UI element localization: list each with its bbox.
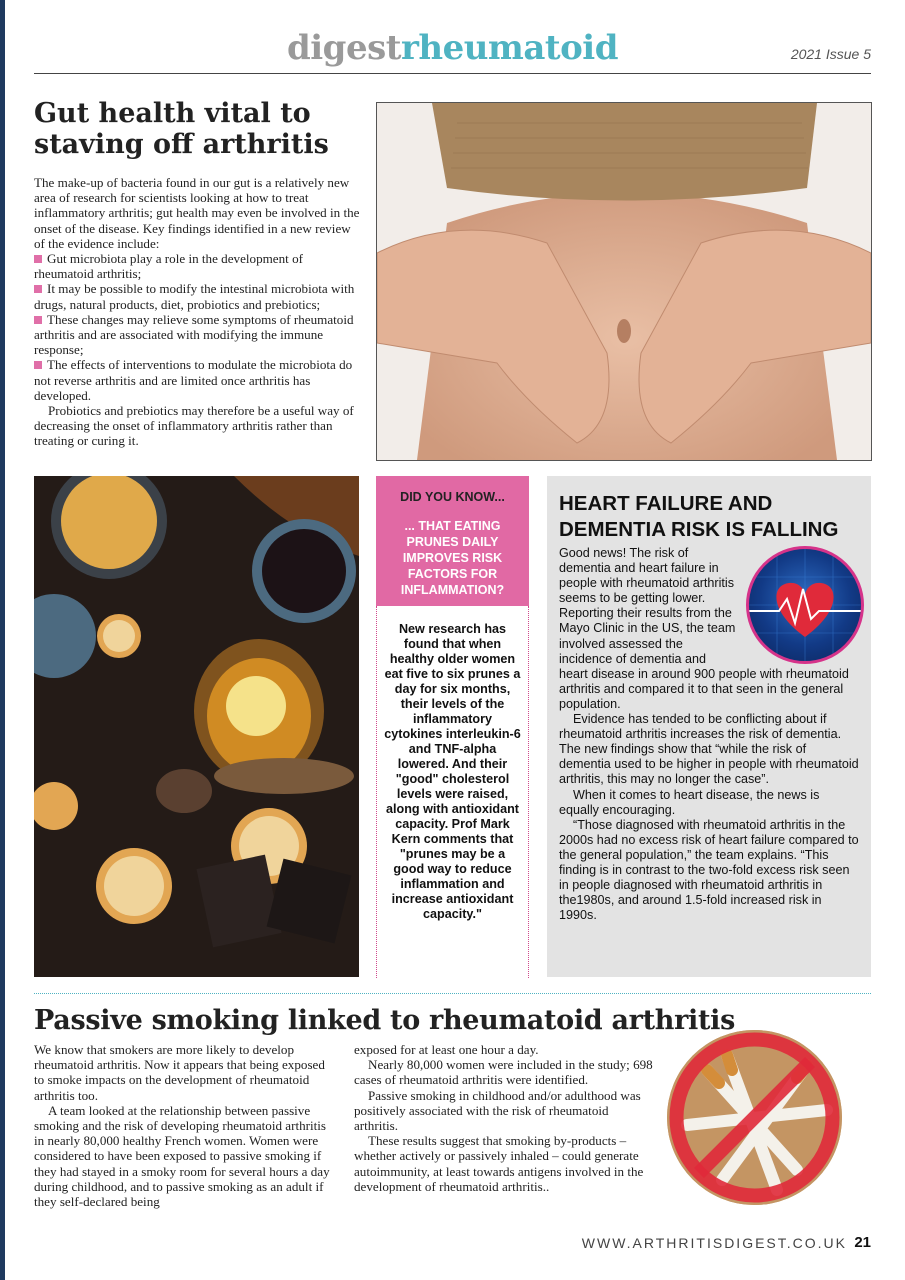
heart-ecg-icon [746,546,864,664]
gut-closing: Probiotics and prebiotics may therefore be a useful way of decreasing the onset of inflammatory arthritis rather than treating or curing it. [34,403,354,449]
smoking-paragraph: A team looked at the relationship between passive smoking and the risk of developing rheumatoid arthritis in nearly 80,000 healthy French women. Women were considered to have been exposed to passive smoking if they had stayed in a smoky room for several hours a day during childhood, and to passive smoking as an adult if they self-declared being [34,1102,330,1210]
belly-hands-photo [376,102,872,461]
heart-paragraph: “Those diagnosed with rheumatoid arthritis in the 2000s had no excess risk of heart failure compared to the general population,” the team explains. “This finding is in contrast to the two-fold excess risk seen in people diagnosed with rheumatoid arthritis in the1980s, and around 1.5-fold increased risk in 1990s. [559,817,859,923]
smoking-column-2 [354,1042,654,1194]
gut-bullet: It may be possible to modify the intestinal microbiota with drugs, natural products, diet, probiotics and prebiotics; [34,281,355,312]
section-divider [34,993,871,994]
pink-square-bullet-icon [34,285,42,293]
smoking-paragraph: These results suggest that smoking by-products – whether actively or passively inhaled – could generate autoimmunity, at least towards antigens involved in the development of rheumatoid arthritis.. [354,1133,644,1194]
smoking-paragraph: Passive smoking in childhood and/or adulthood was positively associated with the risk of rheumatoid arthritis. [354,1087,641,1134]
header-rule [34,73,871,74]
gut-article-title: Gut health vital to staving off arthritis [34,98,329,160]
prunes-tea-photo [34,476,359,977]
heart-article-title: HEART FAILURE AND DEMENTIA RISK IS FALLING [559,492,839,541]
smoking-paragraph: exposed for at least one hour a day. [354,1042,539,1057]
pink-square-bullet-icon [34,255,42,263]
issue-label: 2021 Issue 5 [790,46,871,62]
did-you-know-subheading: ... THAT EATING PRUNES DAILY IMPROVES RISK FACTORS FOR INFLAMMATION? [400,519,505,597]
masthead-digest: digest [286,28,401,68]
heart-failure-box [547,476,871,977]
gut-bullet: The effects of interventions to modulate the microbiota do not reverse arthritis and are limited once arthritis has developed. [34,357,353,403]
gut-article-body [34,175,364,449]
smoking-paragraph: We know that smokers are more likely to develop rheumatoid arthritis. Now it appears that being exposed to smoke impacts on the development of rheumatoid arthritis too. [34,1042,325,1103]
did-you-know-box [376,476,529,606]
did-you-know-text: New research has found that when healthy older women eat five to six prunes a day for six months, their levels of the inflammatory cytokines interleukin-6 and TNF-alpha lowered. And their "good" cholesterol levels were raised, along with antioxidant capacity. Prof Mark Kern comments that "prunes may be a good way to reduce inflammation and increase antioxidant capacity." [384,622,521,921]
page-number: 21 [854,1234,871,1251]
page-spine [0,0,5,1280]
pink-square-bullet-icon [34,361,42,369]
gut-bullet: Gut microbiota play a role in the development of rheumatoid arthritis; [34,251,303,282]
masthead [0,28,905,68]
gut-intro: The make-up of bacteria found in our gut is a relatively new area of research for scientists looking at how to treat inflammatory arthritis; gut health may even be involved in the onset of the disease. Key findings identified in a new review of the evidence include: [34,175,360,251]
heart-article-body [559,546,859,923]
masthead-rheumatoid: rheumatoid [400,28,618,68]
heart-paragraph: Evidence has tended to be conflicting about if rheumatoid arthritis increases the risk of dementia. The new findings show that “while the risk of dementia used to be higher in people with rheumatoid arthritis, this may no longer the case”. [559,712,859,787]
heart-paragraph: Good news! The risk of dementia and heart failure in people with rheumatoid arthritis seems to be getting lower. Reporting their results from the Mayo Clinic in the US, the team involved assessed the incidence of dementia and heart disease in around 900 people with rheumatoid arthritis and compared it to that seen in the general population. [559,546,849,711]
smoking-paragraph: Nearly 80,000 women were included in the study; 698 cases of rheumatoid arthritis were identified. [354,1057,653,1088]
heart-paragraph: When it comes to heart disease, the news is equally encouraging. [559,787,820,817]
pink-square-bullet-icon [34,316,42,324]
footer-url: WWW.ARTHRITISDIGEST.CO.UK [581,1235,847,1251]
gut-bullet: These changes may relieve some symptoms of rheumatoid arthritis and are associated with modifying the immune response; [34,311,354,358]
did-you-know-body [376,606,529,978]
did-you-know-heading: DID YOU KNOW... [400,490,505,504]
no-smoking-icon [667,1030,842,1205]
smoking-column-1 [34,1042,334,1209]
smoking-article-title: Passive smoking linked to rheumatoid arthritis [34,1005,736,1036]
